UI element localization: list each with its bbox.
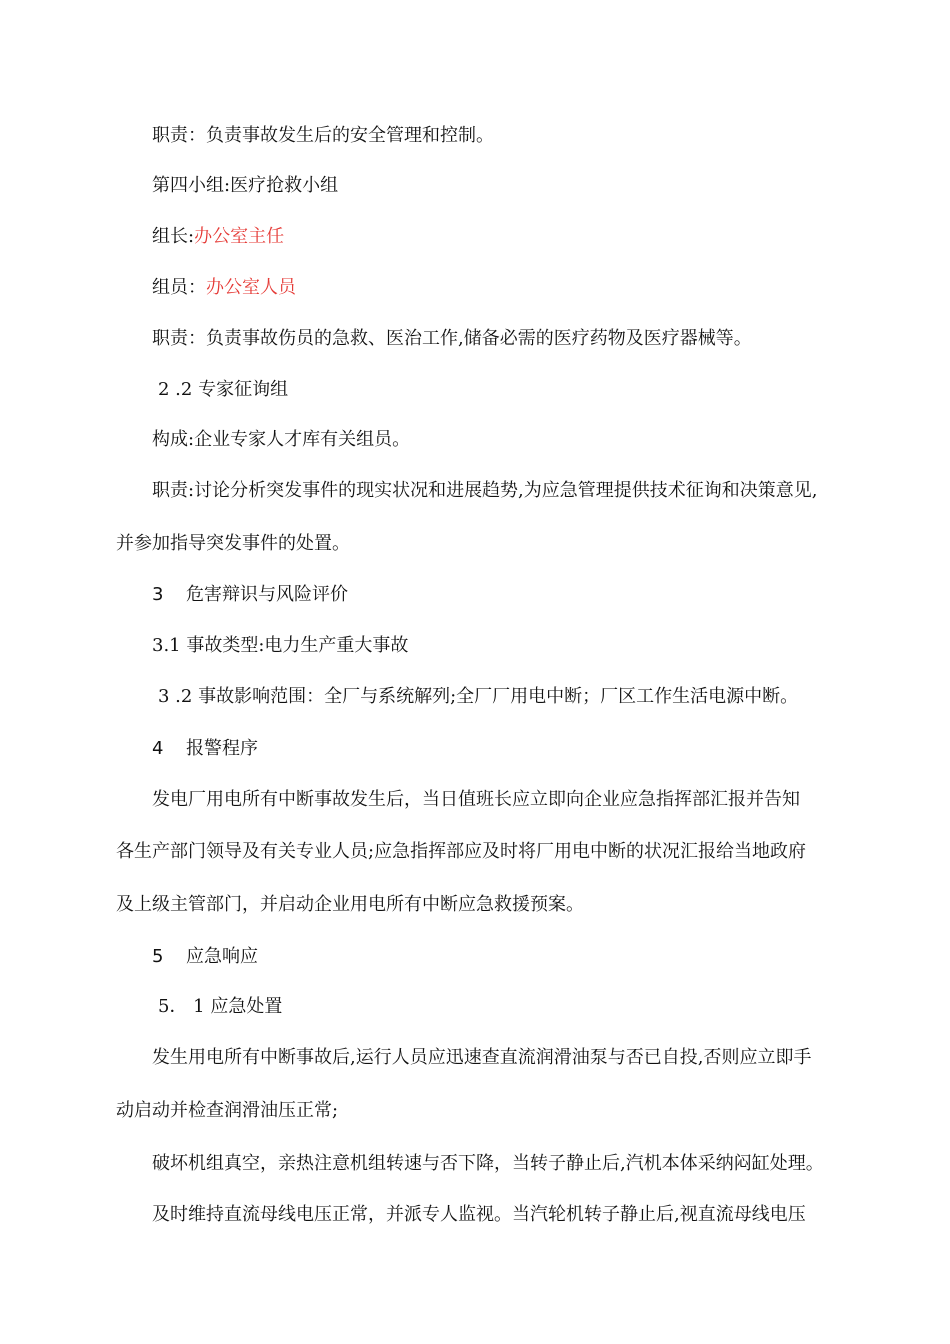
section-title: 危害辩识与风险评价 <box>186 584 348 605</box>
medical-duty-line: 职责：负责事故伤员的急救、医治工作,储备必需的医疗药物及医疗器械等。 <box>152 328 752 349</box>
impact-scope-line: 3 .2 事故影响范围：全厂与系统解列;全厂厂用电中断；厂区工作生活电源中断。 <box>158 686 799 707</box>
expert-duty-line: 职责:讨论分析突发事件的现实状况和进展趋势,为应急管理提供技术征询和决策意见, <box>152 480 818 501</box>
section-title: 应急响应 <box>186 946 258 967</box>
section-heading <box>152 737 258 761</box>
alarm-paragraph-line: 各生产部门领导及有关专业人员;应急指挥部应及时将厂用电中断的状况汇报给当地政府 <box>116 841 807 862</box>
section-number: 4 <box>152 738 164 759</box>
expert-duty-line-cont: 并参加指导突发事件的处置。 <box>116 533 350 554</box>
duty-line: 职责：负责事故发生后的安全管理和控制。 <box>152 125 494 146</box>
response-paragraph-line: 发生用电所有中断事故后,运行人员应迅速查直流润滑油泵与否已自投,否则应立即手 <box>152 1047 812 1068</box>
response-paragraph-line: 动启动并检查润滑油压正常; <box>116 1100 339 1121</box>
response-paragraph-line: 及时维持直流母线电压正常，并派专人监视。当汽轮机转子静止后,视直流母线电压 <box>152 1204 806 1225</box>
section-heading: 2 .2 专家征询组 <box>158 379 289 400</box>
subsection-heading: 5． 1 应急处置 <box>158 996 283 1017</box>
group-leader-label: 组长: <box>152 226 195 247</box>
section-number: 5 <box>152 946 164 967</box>
group-member-value: 办公室人员 <box>206 277 296 298</box>
section-title: 报警程序 <box>186 738 258 759</box>
section-heading <box>152 945 258 969</box>
group-member-label: 组员： <box>152 277 206 298</box>
accident-type-line: 3.1 事故类型:电力生产重大事故 <box>152 635 409 656</box>
group-member-line <box>152 276 296 300</box>
alarm-paragraph-line: 发电厂用电所有中断事故发生后，当日值班长应立即向企业应急指挥部汇报并告知 <box>152 789 800 810</box>
section-number: 3 <box>152 584 164 605</box>
section-heading <box>152 583 348 607</box>
group-four-title: 第四小组:医疗抢救小组 <box>152 175 339 196</box>
response-paragraph-line: 破坏机组真空，亲热注意机组转速与否下降，当转子静止后,汽机本体采纳闷缸处理。 <box>152 1153 824 1174</box>
alarm-paragraph-line: 及上级主管部门，并启动企业用电所有中断应急救援预案。 <box>116 894 584 915</box>
group-leader-line <box>152 225 284 249</box>
group-leader-value: 办公室主任 <box>194 226 285 247</box>
composition-line: 构成:企业专家人才库有关组员。 <box>152 429 411 450</box>
